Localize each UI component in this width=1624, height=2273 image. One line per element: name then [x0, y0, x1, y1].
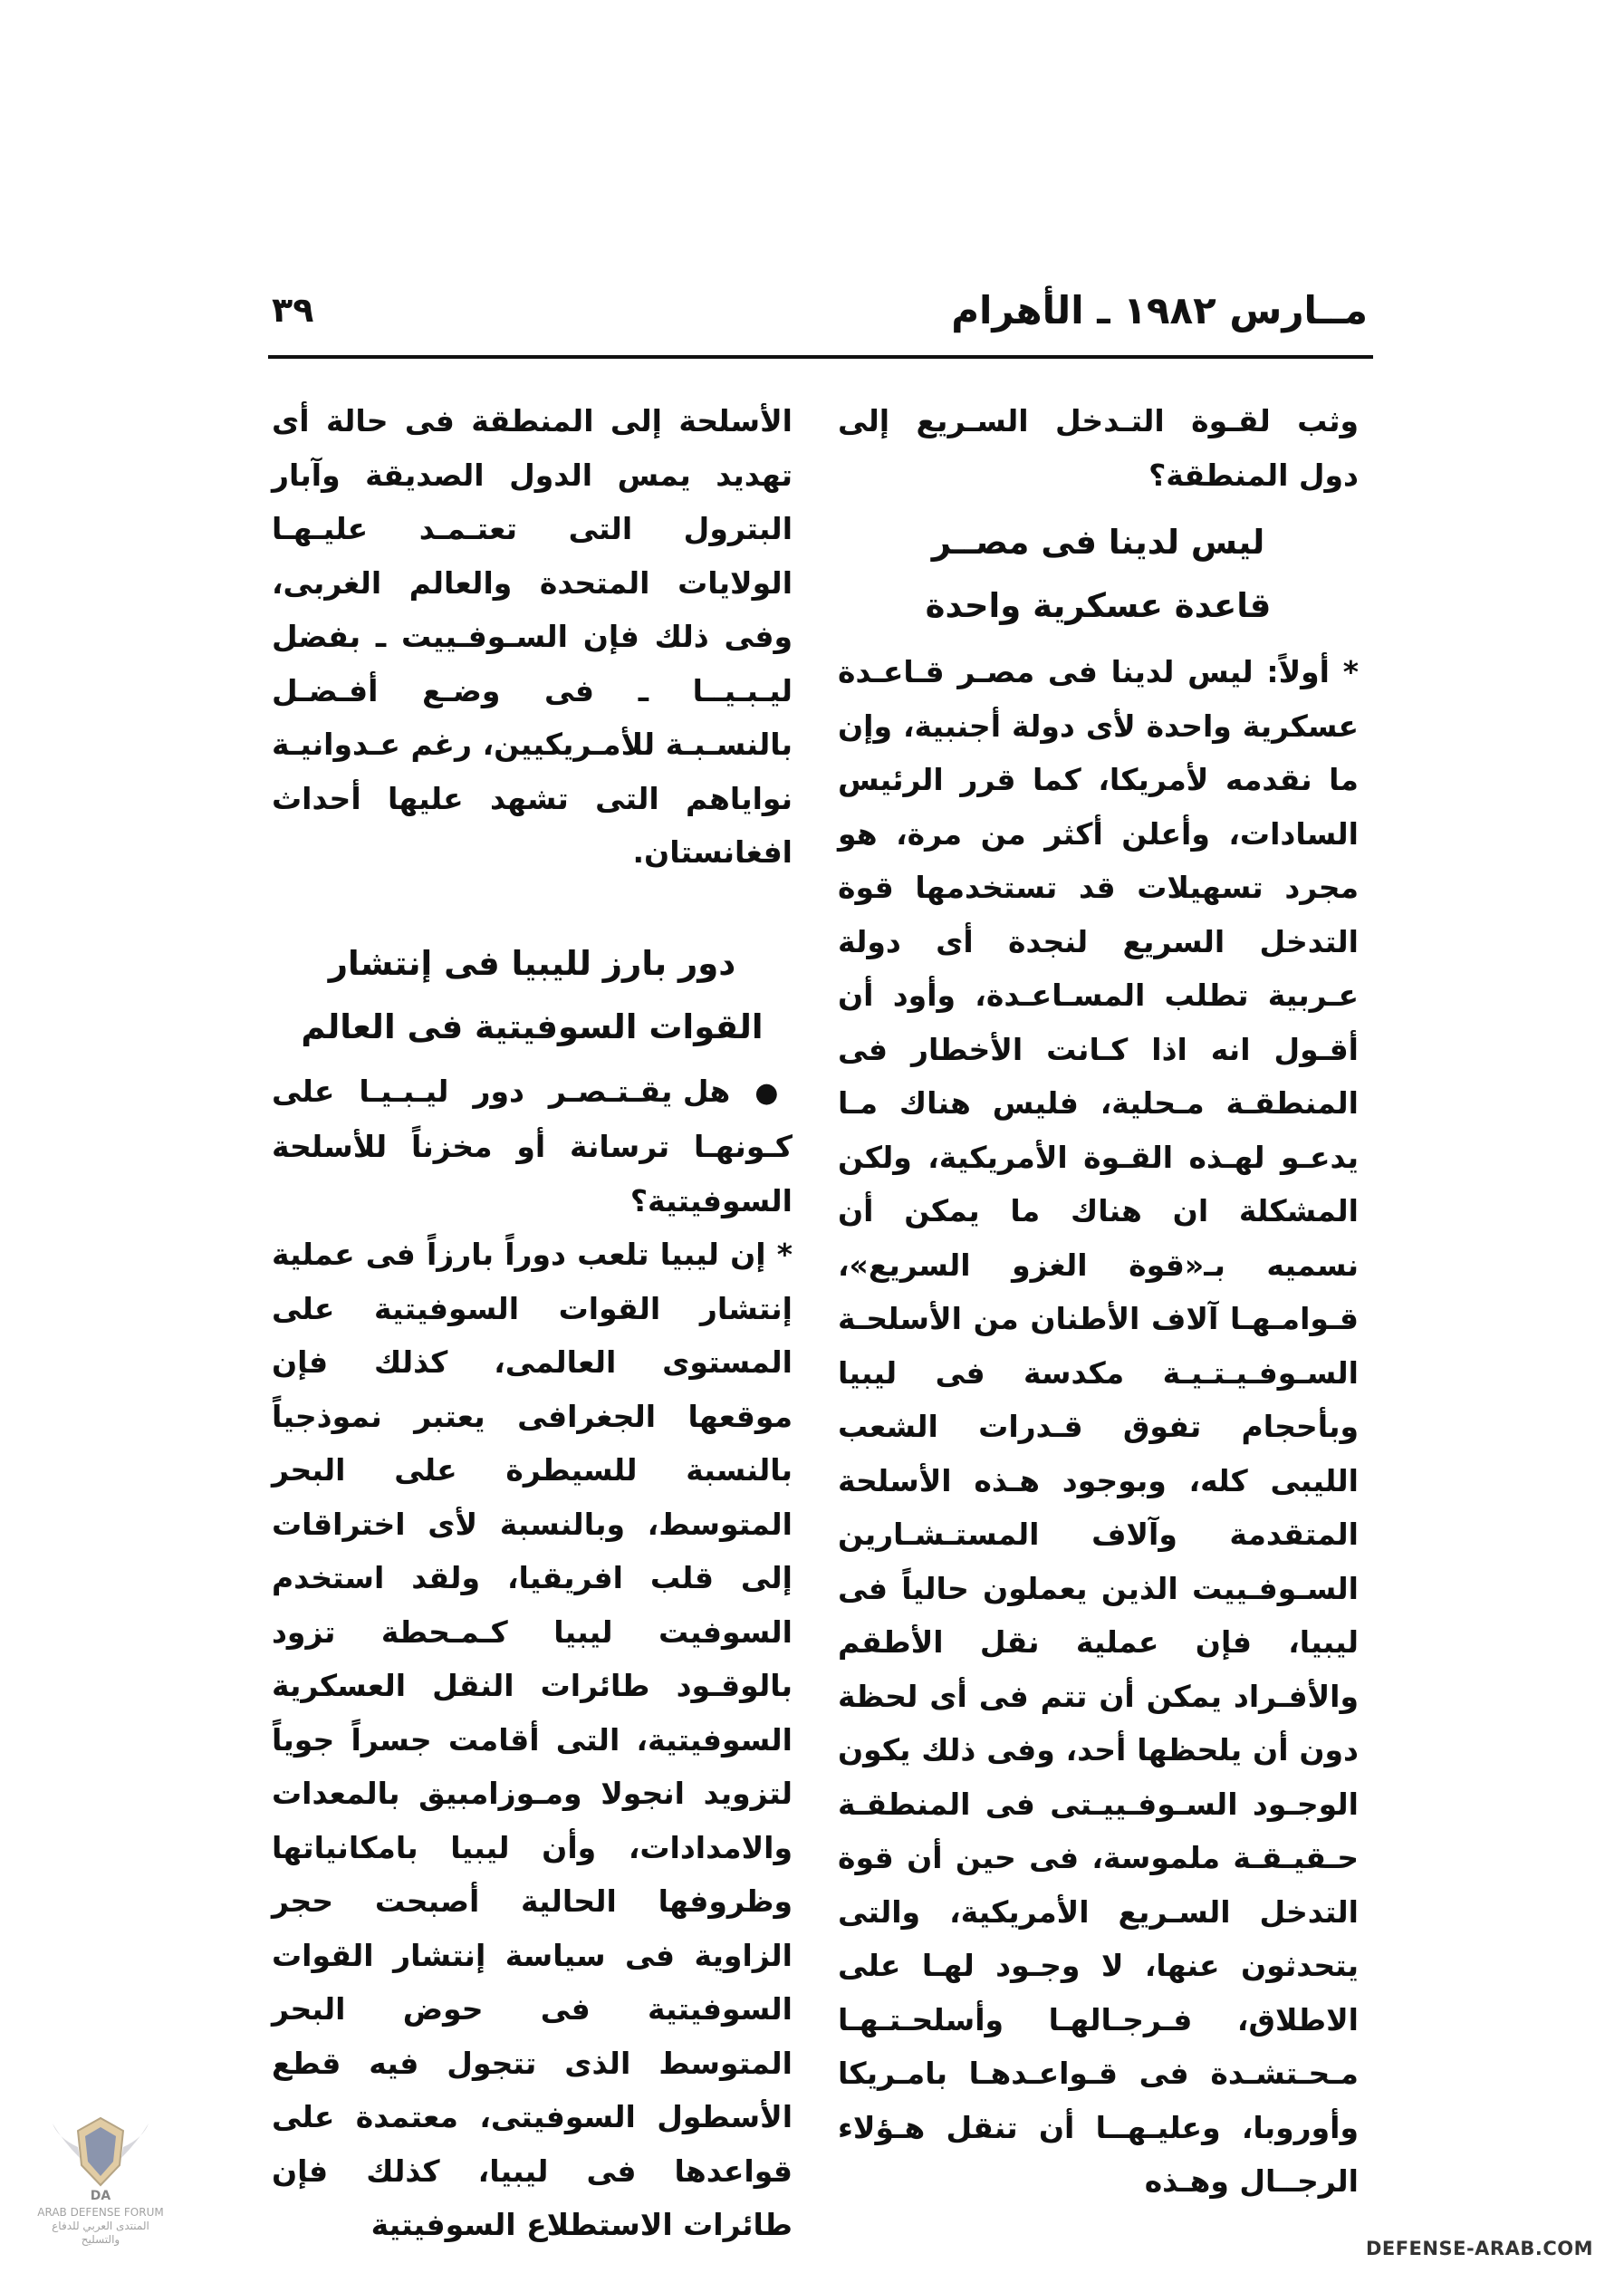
question-text: هل يقـتـصـر دور ليـبـيـا على كـونهـا ترسانة أو مخزناً للأسلحة السوفيتية؟	[272, 1073, 793, 1218]
right-column-body: * أولاً: ليس لدينا فى مصـر قـاعـدة عسكرية واحدة لأى دولة أجنبية، وإن ما نقدمه لأمريكا، كما قرر الرئيس السادات، وأعلن أكثر من مرة، هو مجرد تسهيلات قد تستخدمها قوة التدخل السريع لنجدة أى دولة عـربية تطلب المسـاعـدة، وأود أن أقـول انه اذا كـانت الأخطار فى المنطقـة مـحلية، فليس هناك مـا يدعـو لهـذه القـوة الأمريكية، ولكن المشكلة ان هناك ما يمكن أن نسميه بـ«قوة الغزو السريع»، قـوامـهـا آلاف الأطنان من الأسلحـة السـوفـيـتـيـة مكدسة فى ليبيا وبأحجام تفوق قـدرات الشعب الليبى كله، وبوجود هـذه الأسلحة المتقدمة وآلاف المستـشـارين السـوفـييت الذين يعملون حالياً فى ليبيا، فإن عملية نقل الأطقم والأفـراد يمكن أن تتم فى أى لحظة دون أن يلحظها أحد، وفى ذلك يكون الوجـود السـوفـييـتى فى المنطقـة حـقيـقـة ملموسة، فى حين أن قوة التدخل السـريع الأمريكية، والتى يتحدثون عنها، لا وجـود لهـا على الاطلاق، فـرجـالهـا وأسلحـتـهـا مـحـتشـدة فى قـواعـدهـا بامـريكا وأوروبا، وعليـهــا أن تنقل هـؤلاء الرجــال وهـذه	[838, 654, 1359, 2199]
question-bullet-icon: ●	[754, 1076, 793, 1109]
left-heading-line1: دور بارز لليبيا فى إنتشار	[328, 943, 736, 983]
left-heading-line2: القوات السوفيتية فى العالم	[301, 1006, 764, 1046]
site-watermark: DEFENSE-ARAB.COM	[1365, 2238, 1593, 2259]
left-column-body: * إن ليبيا تلعب دوراً بارزاً فى عملية إنتشار القوات السوفيتية على المستوى العالمى، كذلك فإن موقعها الجغرافى يعتبر نموذجياً بالنسبة للسيطرة على البحر المتوسط، وبالنسبة لأى اختراقات إلى قلب افريقيا، ولقد استخدم السوفيت ليبيا كـمـحطة تزود بالوقـود طائرات النقل العسكرية السوفيتية، التى أقامت جسراً جوياً لتزويد انجولا ومـوزامبيق بالمعدات والامدادات، وأن ليبيا بامكانياتها وظروفها الحالية أصبحت حجر الزاوية فى سياسة إنتشار القوات السوفيتية فى حوض البحر المتوسط الذى تتجول فيه قطع الأسطول السوفيتى، معتمدة على قواعدها فى ليبيا، كذلك فإن طائرات الاستطلاع السوفيتية	[272, 1237, 793, 2242]
right-column	[838, 394, 1359, 2209]
interview-question	[272, 1064, 793, 1228]
left-column-intro: الأسلحة إلى المنطقة فى حالة أى تهديد يمس الدول الصديقة وآبار البترول التى تعتـمـد عليـهـا الولايات المتحدة والعالم الغربى، وفى ذلك فإن السـوفـييت ـ بفضل ليـبـيــا ـ فى وضـع أفـضـل بالنسـبـة للأمـريكيين، رغم عـدوانيـة نواياهم التى تشهد عليها أحداث افغانستان.	[272, 403, 793, 870]
logo-name: ARAB DEFENSE FORUM	[37, 2206, 164, 2219]
right-heading-line1: ليس لدينا فى مصــر	[931, 523, 1265, 562]
page-header	[272, 288, 1368, 339]
right-heading-line2: قاعدة عسكرية واحدة	[925, 586, 1272, 625]
running-title: مــارس ١٩٨٢ ـ الأهرام	[951, 288, 1368, 332]
left-section-heading	[272, 932, 793, 1059]
forum-logo-watermark	[33, 2111, 168, 2265]
page-number: ٣٩	[272, 290, 314, 330]
header-rule	[268, 355, 1373, 359]
logo-subtitle: المنتدى العربي للدفاع والتسليح	[52, 2220, 149, 2246]
logo-badge: DA	[90, 2189, 111, 2203]
right-column-intro: وثب لقـوة التـدخل السـريع إلى دول المنطقة؟	[838, 403, 1359, 493]
right-section-heading	[838, 511, 1359, 638]
shield-wings-icon	[51, 2111, 150, 2206]
left-column	[272, 394, 793, 2252]
